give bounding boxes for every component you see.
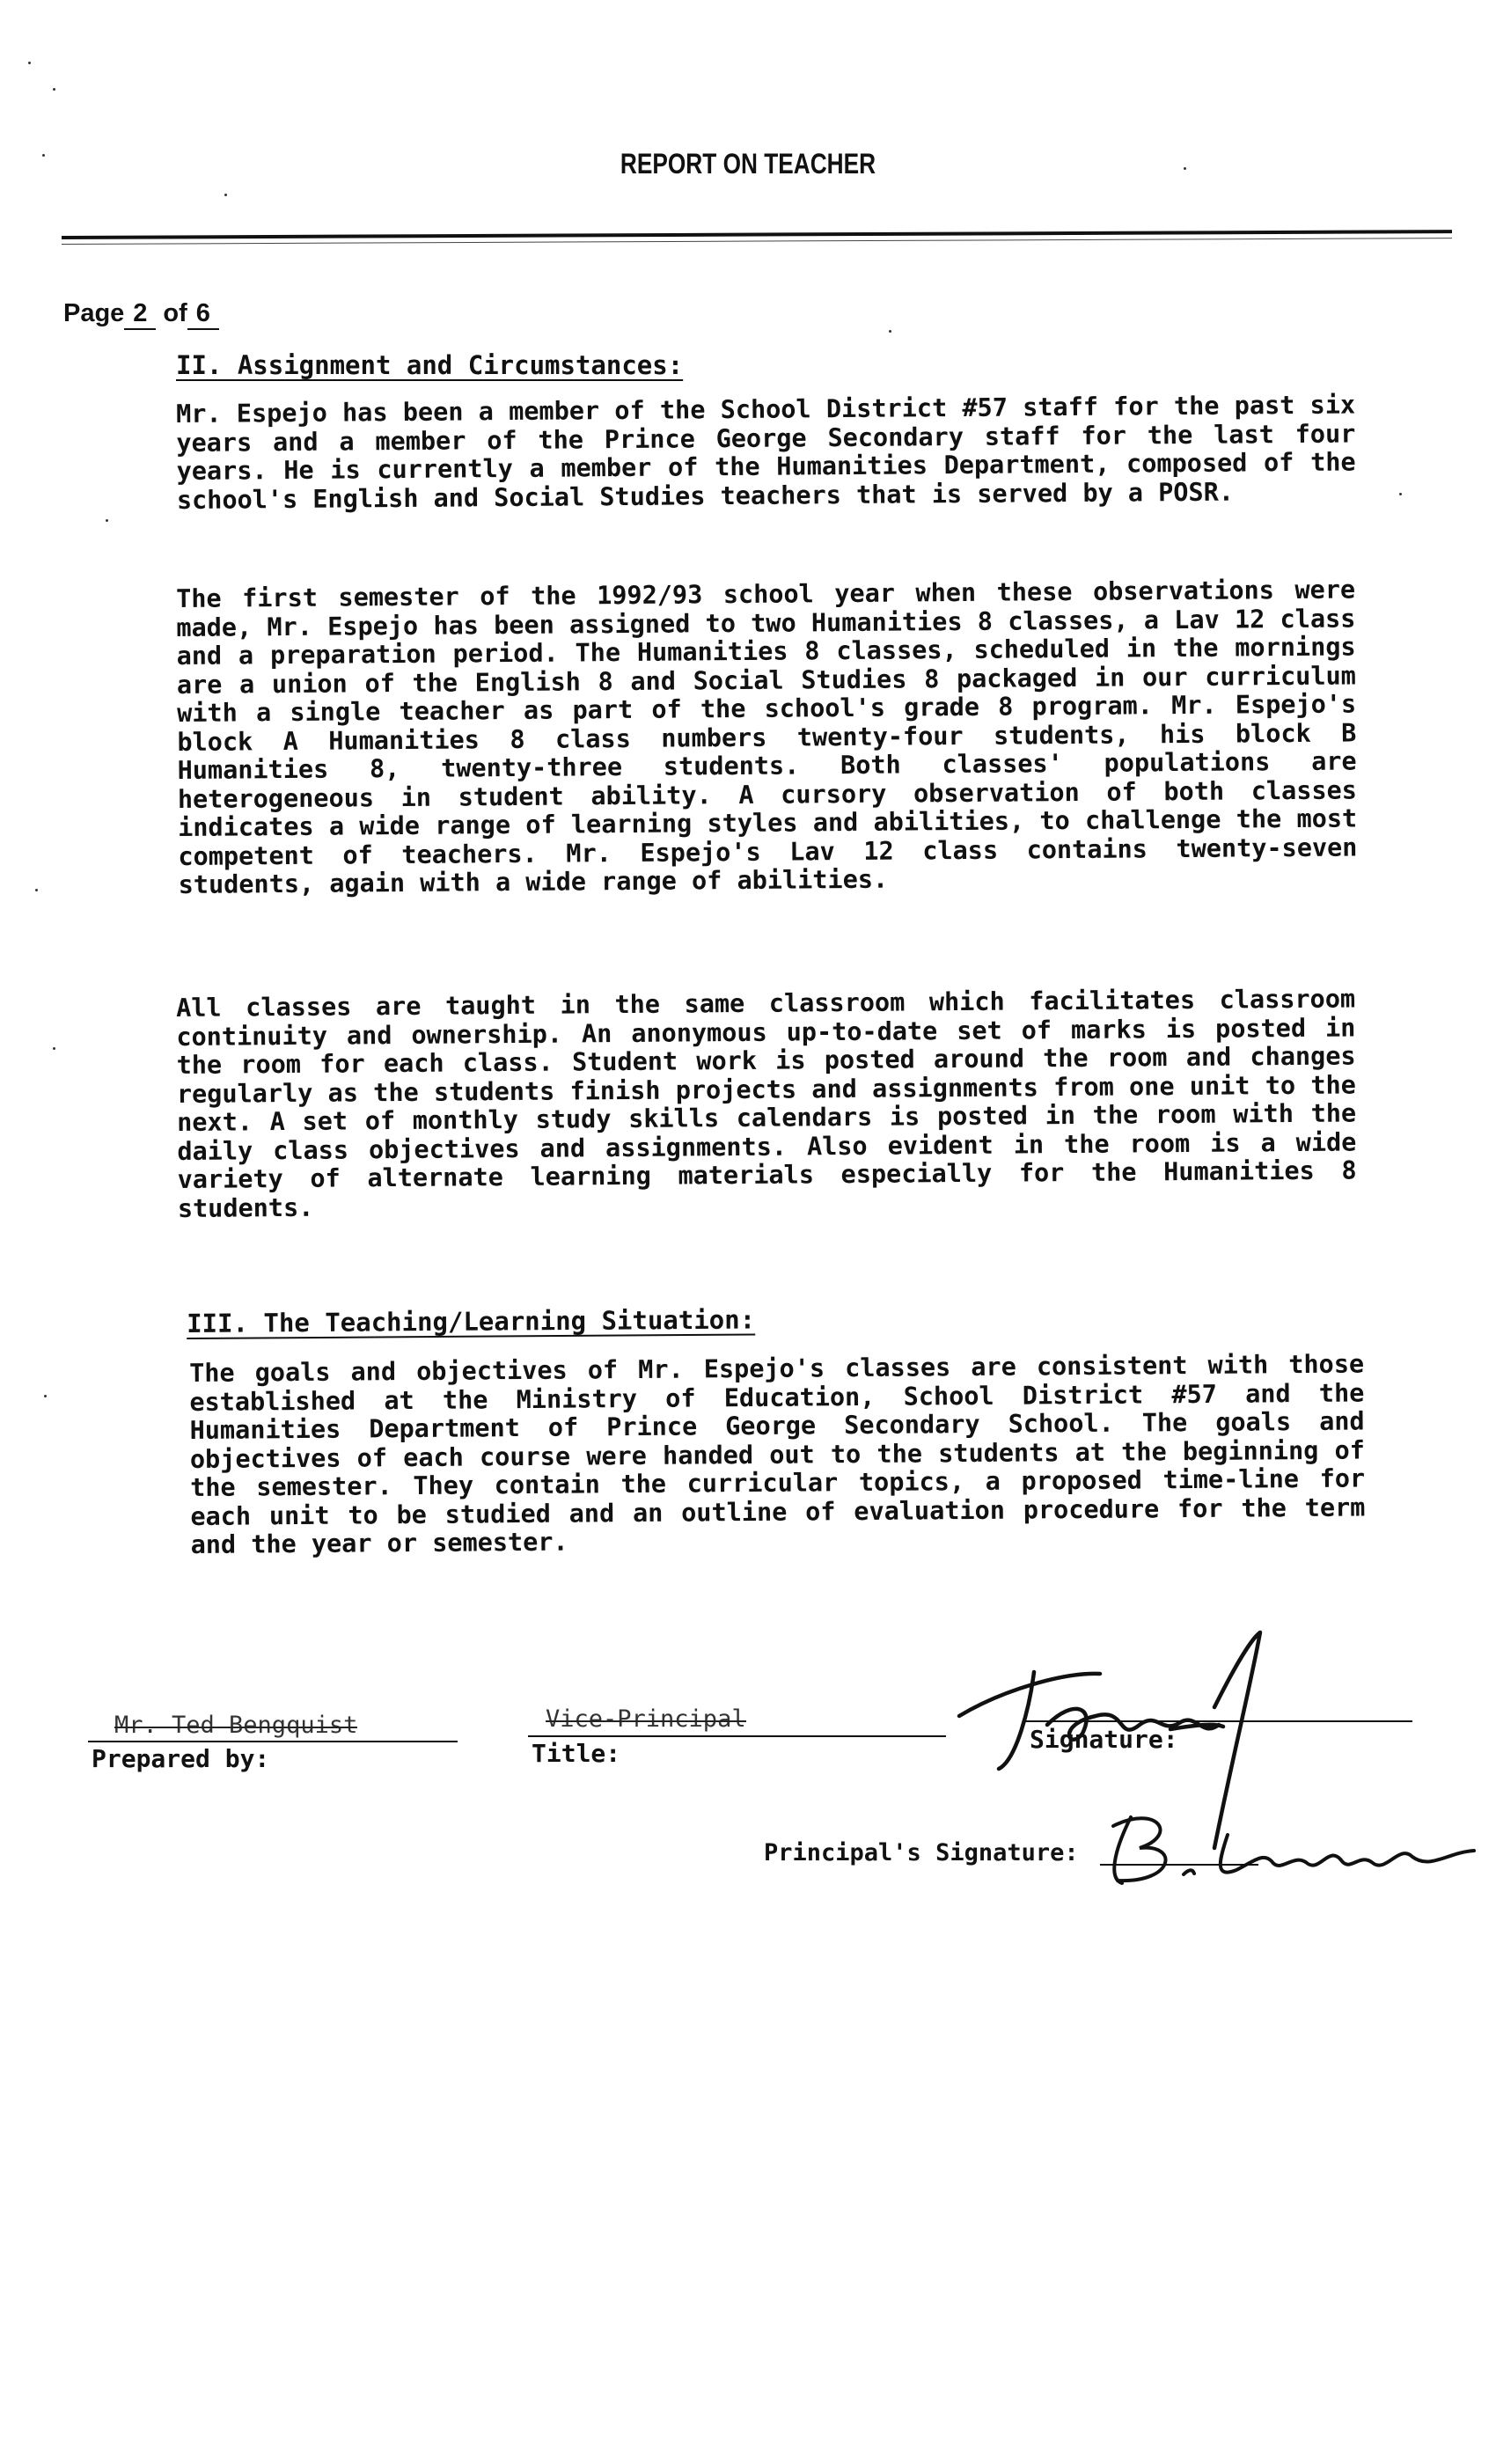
signature-label: Signature: bbox=[1030, 1725, 1178, 1754]
page-indicator bbox=[63, 299, 219, 330]
page-current: 2 bbox=[124, 299, 156, 330]
scan-speck bbox=[44, 1395, 47, 1397]
paragraph-goals bbox=[189, 1351, 1366, 1560]
header-rule-thin bbox=[62, 238, 1452, 245]
paragraph-class-assignments bbox=[176, 576, 1358, 899]
scan-speck bbox=[53, 1047, 55, 1050]
document-title: REPORT ON TEACHER bbox=[620, 148, 876, 180]
scan-speck bbox=[106, 519, 108, 522]
scan-speck bbox=[224, 194, 227, 196]
section-heading-assignment: II. Assignment and Circumstances: bbox=[176, 350, 684, 380]
scan-speck bbox=[28, 62, 31, 64]
title-value: Vice-Principal bbox=[546, 1705, 746, 1733]
page-total: 6 bbox=[187, 299, 219, 330]
section-heading-teaching: III. The Teaching/Learning Situation: bbox=[187, 1304, 756, 1338]
paragraph-classroom bbox=[176, 985, 1357, 1223]
prepared-by-label: Prepared by: bbox=[92, 1744, 270, 1773]
scan-speck bbox=[1184, 167, 1186, 170]
paragraph-text: The goals and objectives of Mr. Espejo's classes are consistent with those established at the Ministry of Education, School District #57 and the Humanities Department of Prince George Secondary School. The goals and objectives of each course were handed out to the students at the beginning of the semester. They contain the curricular topics, a proposed time-line for each unit to be studied and an outline of evaluation procedure for the term and the year or semester. bbox=[188, 1349, 1366, 1559]
page-label: Page bbox=[63, 299, 125, 327]
title-line bbox=[528, 1735, 946, 1737]
prepared-by-value: Mr. Ted Bengquist bbox=[114, 1712, 358, 1739]
title-label: Title: bbox=[532, 1739, 621, 1768]
paragraph-text: All classes are taught in the same classroom which facilitates classroom continuity and ownership. An anonymous up-to-date set of marks is posted in the room for each class. Student work is posted around the room and changes regularly as the students finish projects and assignments from one unit to the next. A set of monthly study skills calendars is posted in the room with the daily class objectives and assignments. Also evident in the room is a wide variety of alternate learning materials especially for the Humanities 8 students. bbox=[175, 984, 1357, 1223]
scan-speck bbox=[889, 330, 891, 333]
scan-speck bbox=[35, 889, 38, 891]
principal-signature bbox=[1096, 1800, 1483, 1896]
paragraph-staff-history bbox=[176, 391, 1356, 515]
paragraph-text: Mr. Espejo has been a member of the School District #57 staff for the past six years and a member of the Prince George Secondary staff for the last four years. He is currently a member of the Humanities Department, composed of the school's English and Social Studies teachers that is served by a POSR. bbox=[175, 390, 1356, 515]
prepared-by-line bbox=[88, 1741, 458, 1742]
scan-speck bbox=[53, 88, 55, 91]
page-of-label: of bbox=[163, 299, 187, 327]
scan-speck bbox=[42, 154, 45, 157]
principal-signature-label: Principal's Signature: bbox=[764, 1839, 1079, 1866]
scan-speck bbox=[1399, 493, 1402, 495]
paragraph-text: The first semester of the 1992/93 school year when these observations were made, Mr. Espejo has been assigned to two Humanities 8 classes, a Lav 12 class and a preparation period. The Humanities 8 classes, scheduled in the mornings are a union of the English 8 and Social Studies 8 packaged in our curriculum with a single teacher as part of the school's grade 8 program. Mr. Espejo's block A Humanities 8 class numbers twenty-four students, his block B Humanities 8, twenty-three students. Both classes' populations are heterogeneous in student ability. A cursory observation of both classes indicates a wide range of learning styles and abilities, to challenge the most competent of teachers. Mr. Espejo's Lav 12 class contains twenty-seven students, again with a wide range of abilities. bbox=[175, 575, 1358, 899]
